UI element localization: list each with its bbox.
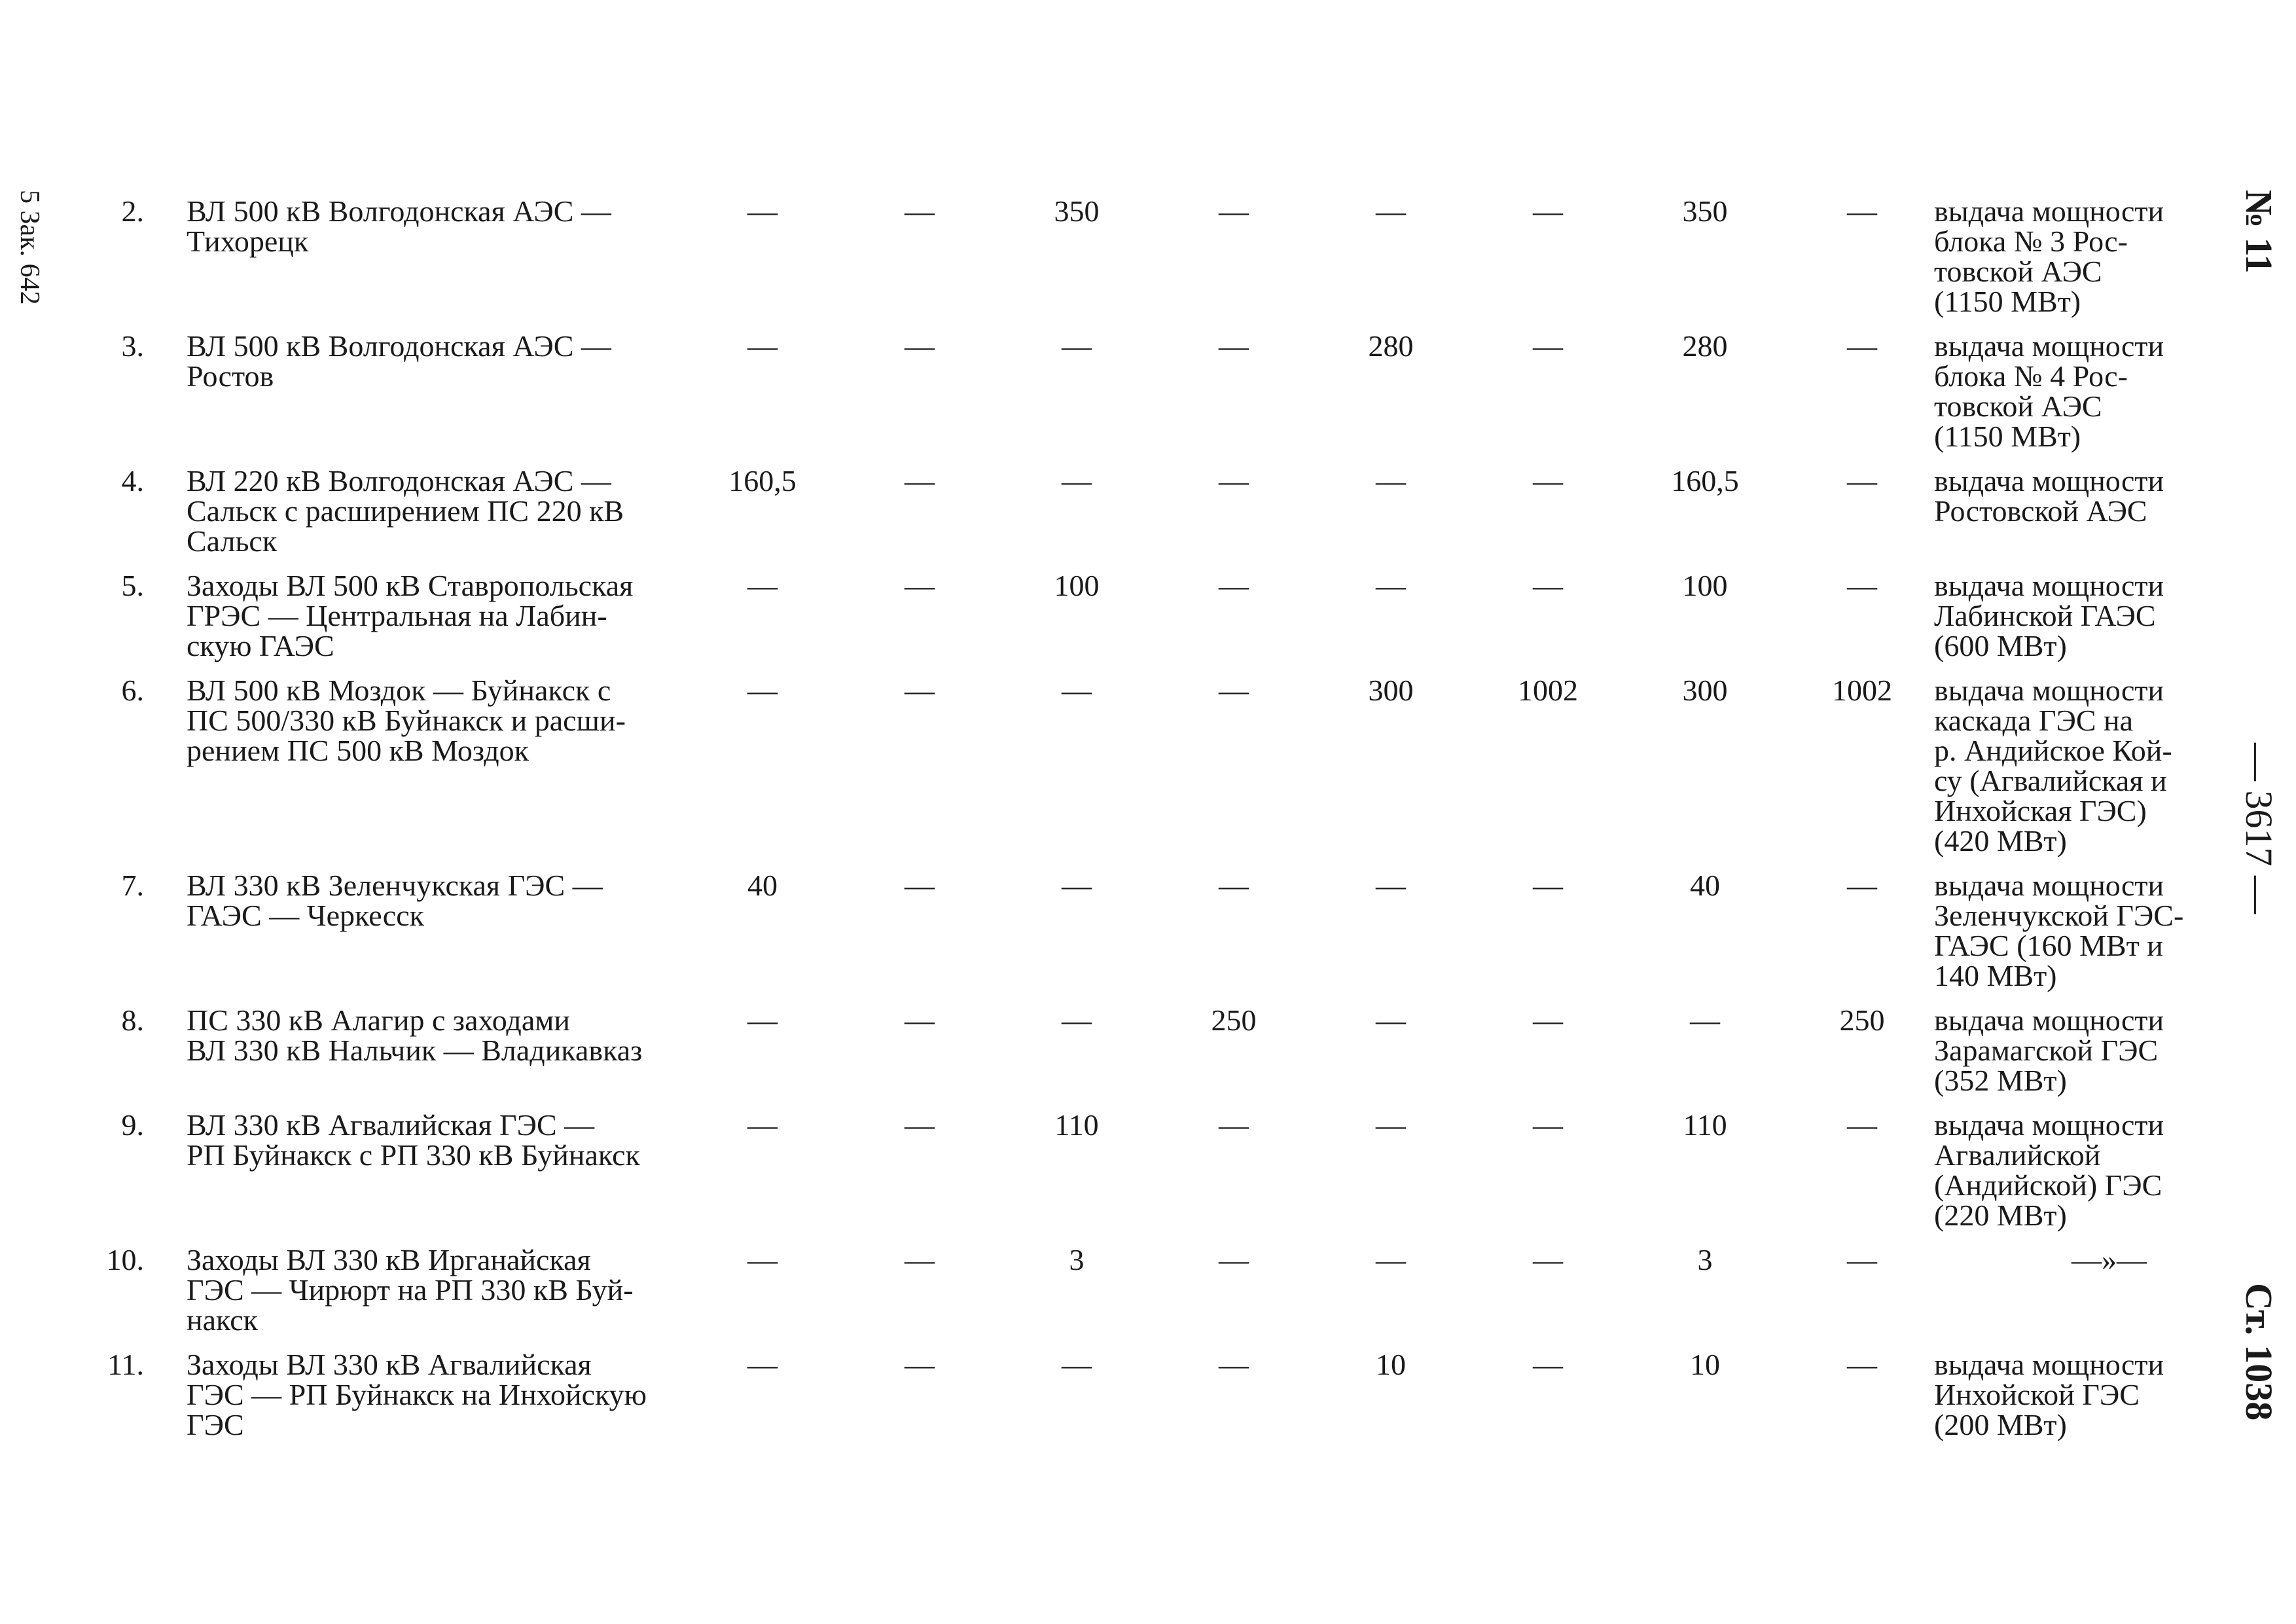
value-cell: — bbox=[905, 674, 935, 707]
purpose-note-line: (Андийской) ГЭС bbox=[1934, 1168, 2162, 1202]
value-cell: 350 bbox=[1054, 194, 1100, 228]
value-cell: 350 bbox=[1682, 194, 1728, 228]
value-cell: 100 bbox=[1682, 569, 1728, 602]
purpose-note-line: выдача мощности bbox=[1934, 1003, 2164, 1037]
purpose-note bbox=[1934, 571, 2284, 661]
purpose-note bbox=[1934, 1110, 2284, 1231]
value-cell: — bbox=[747, 1243, 778, 1276]
value-cell: — bbox=[1219, 569, 1249, 602]
object-name-line: ВЛ 500 кВ Волгодонская АЭС — bbox=[187, 329, 611, 363]
value-cell: 280 bbox=[1368, 329, 1414, 363]
value-cell: 160,5 bbox=[1671, 464, 1739, 497]
object-name-line: Ростов bbox=[187, 359, 274, 393]
value-cell: — bbox=[1533, 1243, 1563, 1276]
order-note: 5 Зак. 642 bbox=[14, 190, 45, 305]
value-cell: 40 bbox=[747, 869, 778, 902]
object-name-line: ПС 500/330 кВ Буйнакск и расши- bbox=[187, 704, 626, 737]
value-cell: — bbox=[1219, 674, 1249, 707]
purpose-note bbox=[1934, 676, 2284, 856]
object-name-line: скую ГАЭС bbox=[187, 629, 334, 662]
value-cell: — bbox=[1847, 464, 1877, 497]
object-name-line: Сальск с расширением ПС 220 кВ bbox=[187, 494, 624, 528]
object-name bbox=[187, 466, 782, 556]
object-name-line: Заходы ВЛ 330 кВ Ирганайская bbox=[187, 1243, 591, 1276]
value-cell: — bbox=[1847, 569, 1877, 602]
value-cell: — bbox=[1533, 869, 1563, 902]
row-number: 8. bbox=[121, 1003, 144, 1037]
row-number: 7. bbox=[121, 869, 144, 902]
purpose-note-line: выдача мощности bbox=[1934, 1108, 2164, 1142]
object-name-line: ГЭС — РП Буйнакск на Инхойскую bbox=[187, 1378, 647, 1411]
object-name bbox=[187, 196, 782, 257]
table-row bbox=[105, 676, 2199, 856]
table-row bbox=[105, 1350, 2199, 1440]
object-name-line: ПС 330 кВ Алагир с заходами bbox=[187, 1003, 570, 1037]
value-cell: — bbox=[905, 1243, 935, 1276]
purpose-note-line: выдача мощности bbox=[1934, 329, 2164, 363]
purpose-note-line: (352 МВт) bbox=[1934, 1064, 2067, 1097]
value-cell: 160,5 bbox=[728, 464, 797, 497]
object-name bbox=[187, 871, 782, 931]
value-cell: — bbox=[905, 1348, 935, 1381]
value-cell: — bbox=[1690, 1003, 1720, 1037]
object-name-line: Сальск bbox=[187, 524, 278, 558]
object-name bbox=[187, 1350, 782, 1440]
purpose-note-line: (600 МВт) bbox=[1934, 629, 2067, 662]
value-cell: — bbox=[747, 569, 778, 602]
purpose-note-line: 140 МВт) bbox=[1934, 959, 2057, 992]
table-row bbox=[105, 331, 2199, 452]
value-cell: 110 bbox=[1054, 1108, 1099, 1142]
value-cell: — bbox=[1847, 1243, 1877, 1276]
value-cell: — bbox=[1847, 1348, 1877, 1381]
value-cell: — bbox=[1847, 869, 1877, 902]
object-name-line: Заходы ВЛ 500 кВ Ставропольская bbox=[187, 569, 634, 602]
purpose-note-line: —»— bbox=[2072, 1243, 2147, 1276]
purpose-note bbox=[1934, 331, 2284, 452]
row-number: 10. bbox=[106, 1243, 144, 1276]
value-cell: 10 bbox=[1376, 1348, 1406, 1381]
value-cell: — bbox=[1219, 1243, 1249, 1276]
purpose-note bbox=[1934, 196, 2284, 317]
page-number: — 3617 — bbox=[2238, 743, 2280, 914]
value-cell: 250 bbox=[1211, 1003, 1257, 1037]
value-cell: — bbox=[1219, 1108, 1249, 1142]
object-name-line: ГЭС bbox=[187, 1408, 244, 1441]
value-cell: 3 bbox=[1069, 1243, 1085, 1276]
purpose-note-line: выдача мощности bbox=[1934, 194, 2164, 228]
purpose-note-line: (220 МВт) bbox=[1934, 1199, 2067, 1232]
purpose-note-line: выдача мощности bbox=[1934, 869, 2164, 902]
object-name-line: накск bbox=[187, 1303, 259, 1337]
purpose-note bbox=[1934, 1005, 2284, 1096]
value-cell: — bbox=[905, 194, 935, 228]
purpose-note-line: каскада ГЭС на bbox=[1934, 704, 2134, 737]
value-cell: — bbox=[1219, 1348, 1249, 1381]
value-cell: — bbox=[1062, 1348, 1092, 1381]
value-cell: — bbox=[1062, 869, 1092, 902]
purpose-note bbox=[1934, 1245, 2284, 1275]
purpose-note-line: Инхойской ГЭС bbox=[1934, 1378, 2140, 1411]
purpose-note-line: р. Андийское Кой- bbox=[1934, 734, 2172, 767]
object-name-line: рением ПС 500 кВ Моздок bbox=[187, 734, 529, 767]
value-cell: — bbox=[1219, 464, 1249, 497]
purpose-note-line: Инхойская ГЭС) bbox=[1934, 794, 2147, 827]
table-row bbox=[105, 1245, 2199, 1335]
row-number: 6. bbox=[121, 674, 144, 707]
value-cell: — bbox=[1376, 569, 1406, 602]
value-cell: — bbox=[905, 1003, 935, 1037]
purpose-note-line: Зарамагской ГЭС bbox=[1934, 1034, 2159, 1067]
value-cell: — bbox=[1533, 464, 1563, 497]
object-name-line: ВЛ 500 кВ Волгодонская АЭС — bbox=[187, 194, 611, 228]
value-cell: — bbox=[1376, 194, 1406, 228]
object-name bbox=[187, 1245, 782, 1335]
value-cell: — bbox=[905, 464, 935, 497]
value-cell: — bbox=[1533, 1003, 1563, 1037]
value-cell: — bbox=[1062, 674, 1092, 707]
object-name bbox=[187, 676, 782, 766]
object-name-line: ВЛ 220 кВ Волгодонская АЭС — bbox=[187, 464, 611, 497]
value-cell: 300 bbox=[1368, 674, 1414, 707]
object-name-line: ГЭС — Чирюрт на РП 330 кВ Буй- bbox=[187, 1273, 634, 1307]
value-cell: — bbox=[1533, 194, 1563, 228]
value-cell: — bbox=[905, 569, 935, 602]
value-cell: — bbox=[1219, 329, 1249, 363]
object-name-line: Заходы ВЛ 330 кВ Агвалийская bbox=[187, 1348, 592, 1381]
value-cell: — bbox=[747, 1003, 778, 1037]
row-number: 11. bbox=[107, 1348, 144, 1381]
value-cell: — bbox=[1062, 329, 1092, 363]
value-cell: — bbox=[1376, 1108, 1406, 1142]
value-cell: — bbox=[1533, 1348, 1563, 1381]
value-cell: — bbox=[1376, 464, 1406, 497]
row-number: 2. bbox=[121, 194, 144, 228]
object-name-line: ВЛ 500 кВ Моздок — Буйнакск с bbox=[187, 674, 611, 707]
purpose-note-line: блока № 3 Рос- bbox=[1934, 225, 2128, 258]
object-name-line: ВЛ 330 кВ Агвалийская ГЭС — bbox=[187, 1108, 595, 1142]
value-cell: 10 bbox=[1690, 1348, 1720, 1381]
table-row bbox=[105, 871, 2199, 991]
purpose-note-line: выдача мощности bbox=[1934, 569, 2164, 602]
value-cell: — bbox=[747, 674, 778, 707]
object-name-line: ГАЭС — Черкесск bbox=[187, 899, 424, 932]
object-name-line: ВЛ 330 кВ Нальчик — Владикавказ bbox=[187, 1034, 643, 1067]
table-row bbox=[105, 466, 2199, 556]
value-cell: 100 bbox=[1054, 569, 1100, 602]
value-cell: 40 bbox=[1690, 869, 1720, 902]
purpose-note-line: Лабинской ГАЭС bbox=[1934, 599, 2156, 632]
value-cell: — bbox=[747, 1348, 778, 1381]
value-cell: — bbox=[1219, 869, 1249, 902]
value-cell: — bbox=[905, 329, 935, 363]
value-cell: — bbox=[747, 1108, 778, 1142]
purpose-note-line: выдача мощности bbox=[1934, 1348, 2164, 1381]
purpose-note bbox=[1934, 871, 2284, 991]
purpose-note-line: блока № 4 Рос- bbox=[1934, 359, 2128, 393]
purpose-note-line: выдача мощности bbox=[1934, 674, 2164, 707]
value-cell: — bbox=[1376, 869, 1406, 902]
value-cell: — bbox=[747, 329, 778, 363]
value-cell: 300 bbox=[1682, 674, 1728, 707]
value-cell: 1002 bbox=[1832, 674, 1892, 707]
value-cell: — bbox=[1847, 329, 1877, 363]
value-cell: 110 bbox=[1683, 1108, 1727, 1142]
object-name bbox=[187, 1005, 782, 1066]
purpose-note bbox=[1934, 1350, 2284, 1440]
value-cell: — bbox=[1533, 569, 1563, 602]
issue-number: № 11 bbox=[2238, 190, 2280, 274]
purpose-note-line: товской АЭС bbox=[1934, 255, 2102, 288]
object-name-line: ГРЭС — Центральная на Лабин- bbox=[187, 599, 607, 632]
value-cell: — bbox=[1533, 1108, 1563, 1142]
object-name-line: Тихорецк bbox=[187, 225, 309, 258]
object-name bbox=[187, 571, 782, 661]
table-row bbox=[105, 571, 2199, 661]
value-cell: — bbox=[1847, 194, 1877, 228]
value-cell: — bbox=[1847, 1108, 1877, 1142]
purpose-note-line: выдача мощности bbox=[1934, 464, 2164, 497]
table-row bbox=[105, 1110, 2199, 1231]
value-cell: 1002 bbox=[1518, 674, 1578, 707]
table-row bbox=[105, 1005, 2199, 1096]
value-cell: — bbox=[905, 1108, 935, 1142]
purpose-note-line: су (Агвалийская и bbox=[1934, 764, 2167, 797]
purpose-note-line: Агвалийской bbox=[1934, 1138, 2101, 1172]
purpose-note-line: Ростовской АЭС bbox=[1934, 494, 2147, 528]
purpose-note-line: (200 МВт) bbox=[1934, 1408, 2067, 1441]
article-number: Ст. 1038 bbox=[2238, 1283, 2280, 1421]
value-cell: — bbox=[1062, 1003, 1092, 1037]
row-number: 3. bbox=[121, 329, 144, 363]
purpose-note-line: Зеленчукской ГЭС- bbox=[1934, 899, 2184, 932]
row-number: 5. bbox=[121, 569, 144, 602]
row-number: 9. bbox=[121, 1108, 144, 1142]
value-cell: — bbox=[1219, 194, 1249, 228]
purpose-note-line: товской АЭС bbox=[1934, 389, 2102, 423]
value-cell: — bbox=[1376, 1003, 1406, 1037]
object-name-line: ВЛ 330 кВ Зеленчукская ГЭС — bbox=[187, 869, 603, 902]
purpose-note bbox=[1934, 466, 2284, 526]
purpose-note-line: ГАЭС (160 МВт и bbox=[1934, 929, 2163, 962]
object-name bbox=[187, 331, 782, 391]
object-name bbox=[187, 1110, 782, 1170]
value-cell: — bbox=[905, 869, 935, 902]
value-cell: — bbox=[1062, 464, 1092, 497]
row-number: 4. bbox=[121, 464, 144, 497]
table-row bbox=[105, 196, 2199, 317]
purpose-note-line: (1150 МВт) bbox=[1934, 285, 2081, 318]
value-cell: 280 bbox=[1682, 329, 1728, 363]
value-cell: 250 bbox=[1839, 1003, 1885, 1037]
purpose-note-line: (420 МВт) bbox=[1934, 824, 2067, 857]
value-cell: — bbox=[747, 194, 778, 228]
purpose-note-line: (1150 МВт) bbox=[1934, 420, 2081, 453]
value-cell: — bbox=[1376, 1243, 1406, 1276]
value-cell: — bbox=[1533, 329, 1563, 363]
object-name-line: РП Буйнакск с РП 330 кВ Буйнакск bbox=[187, 1138, 640, 1172]
value-cell: 3 bbox=[1697, 1243, 1713, 1276]
